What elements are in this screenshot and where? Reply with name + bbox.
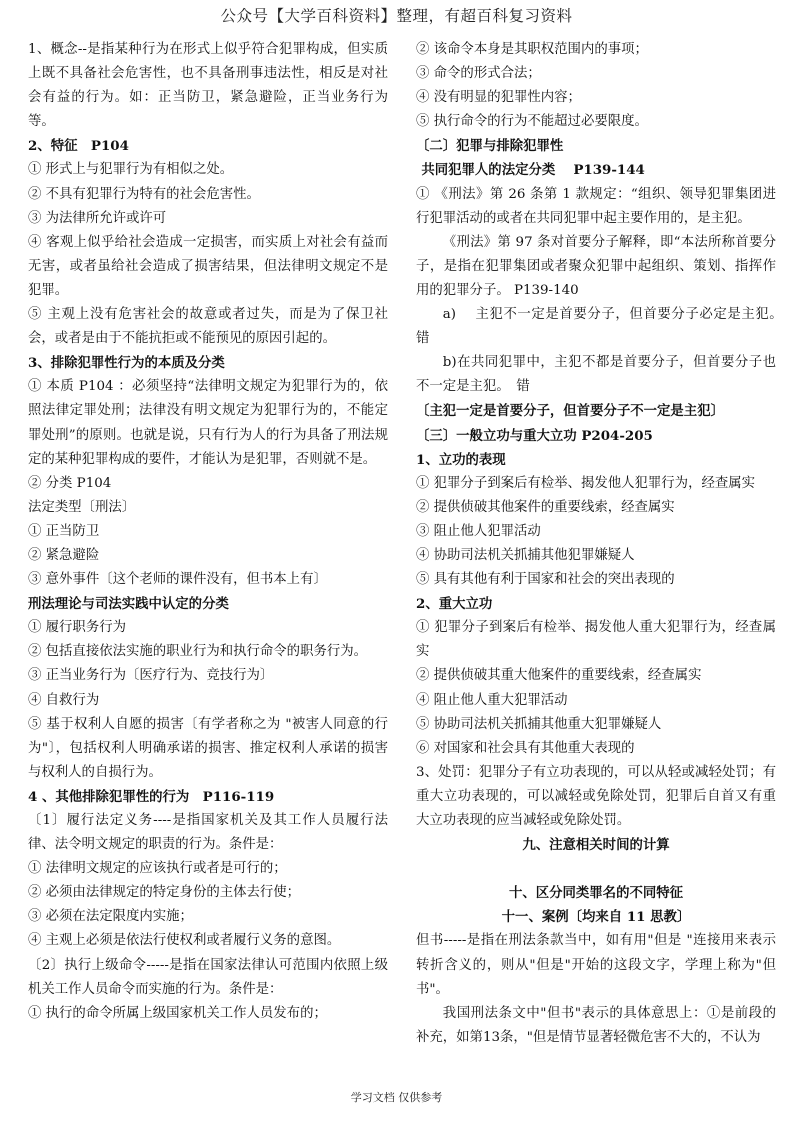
list-item: ② 包括直接依法实施的职业行为和执行命令的职务行为。 [28,644,368,660]
list-item: ① 《刑法》第 26 条第 1 款规定：“组织、领导犯罪集团进行犯罪活动的或者在共同犯罪中起主要作用的，是主犯。 [416,186,776,226]
text-paragraph: 但书-----是指在刑法条款当中，如有用"但是 "连接用来表示转折含义的，则从"但是"开始的这段文字，学理上称为"但书"。 [416,933,776,997]
list-item: ② 提供侦破其他案件的重要线索，经查属实 [416,499,675,515]
section-heading: 2、重大立功 [416,596,493,613]
list-item: ① 本质 P104 ：必须坚持“法律明文规定为犯罪行为的，依照法律定罪处刑；法律没有明文规定为犯罪行为的，不能定罪处刑”的原则。也就是说，只有行为人的行为具备了刑法规定的某种犯罪构成的要件，才能认为是犯罪，否则就不是。 [28,379,388,467]
list-item: ② 不具有犯罪行为特有的社会危害性。 [28,186,260,202]
list-item: ③ 为法律所允许或许可 [28,210,167,226]
list-item: b)在共同犯罪中，主犯不都是首要分子，但首要分子也不一定是主犯。 错 [416,355,776,395]
list-item: ① 法律明文规定的应该执行或者是可行的； [28,861,287,877]
text-paragraph: 3、处罚：犯罪分子有立功表现的，可以从轻或减轻处罚；有重大立功表现的，可以减轻或免除处罚，犯罪后自首又有重大立功表现的应当减轻或免除处罚。 [416,764,776,828]
list-item: ④ 没有明显的犯罪性内容； [416,90,581,106]
page-header: 公众号【大学百科资料】整理，有超百科复习资料 [220,7,573,25]
section-heading: 2、特征 P104 [28,138,129,155]
section-heading: 3、排除犯罪性行为的本质及分类 [28,355,225,372]
list-item: ② 分类 P104 [28,475,112,491]
list-item: ③ 正当业务行为〔医疗行为、竞技行为〕 [28,668,274,684]
list-item: ④ 阻止他人重大犯罪活动 [416,692,568,708]
chapter-heading: 九、注意相关时间的计算 [522,837,670,854]
list-item: ⑤ 协助司法机关抓捕其他重大犯罪嫌疑人 [416,716,662,732]
page-footer: 学习文档 仅供参考 [350,1091,443,1104]
list-item: a) 主犯不一定是首要分子，但首要分子必定是主犯。 错 [416,307,790,347]
list-item: ① 犯罪分子到案后有检举、揭发他人犯罪行为，经查属实 [416,475,756,491]
section-heading: 4 、其他排除犯罪性的行为 P116-119 [28,788,275,805]
list-item: ④ 主观上必须是依法行使权利或者履行义务的意图。 [28,933,341,949]
text-paragraph: 〔1〕履行法定义务----是指国家机关及其工作人员履行法律、法令明文规定的职责的行为。条件是： [28,813,388,853]
list-item: ② 该命令本身是其职权范围内的事项； [416,42,648,57]
list-item: ⑤ 具有其他有利于国家和社会的突出表现的 [416,572,675,588]
text-paragraph: 〔2〕执行上级命令-----是指在国家法律认可范围内依照上级机关工作人员命令而实施的行为。条件是： [28,957,388,997]
list-item: ② 提供侦破其重大他案件的重要线索，经查属实 [416,668,702,684]
text-paragraph: 《刑法》第 97 条对首要分子解释，即“本法所称首要分子，是指在犯罪集团或者聚众犯罪中起组织、策划、指挥作用的犯罪分子。 P139-140 [416,234,776,298]
list-item: ⑤ 执行命令的行为不能超过必要限度。 [416,114,648,130]
list-item: ① 犯罪分子到案后有检举、揭发他人重大犯罪行为，经查属实 [416,620,776,660]
left-column [28,38,388,1026]
list-item: ④ 自救行为 [28,692,100,708]
right-column [416,38,790,1050]
list-item: ② 紧急避险 [28,547,100,563]
chapter-heading: 十、区分同类罪名的不同特征 [508,885,684,902]
list-item: ① 履行职务行为 [28,620,126,636]
section-heading: 共同犯罪人的法定分类 P139-144 [421,162,645,179]
list-item: ② 必须由法律规定的特定身份的主体去行使； [28,885,301,901]
section-heading: 刑法理论与司法实践中认定的分类 [28,596,229,613]
chapter-heading: 十一、案例〔均来自 11 思教〕 [501,909,691,926]
note-line: 〔主犯一定是首要分子，但首要分子不一定是主犯〕 [416,403,724,420]
section-heading: 〔三〕一般立功与重大立功 P204-205 [416,427,653,444]
list-item: ④ 协助司法机关抓捕其他犯罪嫌疑人 [416,547,635,563]
list-item: ③ 阻止他人犯罪活动 [416,523,541,539]
list-item: ⑥ 对国家和社会具有其他重大表现的 [416,740,635,756]
list-item: ③ 必须在法定限度内实施； [28,909,193,925]
section-heading: 〔二〕犯罪与排除犯罪性 [416,138,564,155]
text-paragraph: 我国刑法条文中"但书"表示的具体意思上：①是前段的补充，如第13条，"但是情节显著轻微危害不大的，不认为 [416,1005,776,1045]
list-item: ① 形式上与犯罪行为有相似之处。 [28,162,234,178]
list-item: ① 执行的命令所属上级国家机关工作人员发布的； [28,1005,327,1021]
text-line: 法定类型〔刑法〕 [28,499,136,515]
list-item: ⑤ 主观上没有危害社会的故意或者过失，而是为了保卫社会，或者是由于不能抗拒或不能预见的原因引起的。 [28,307,388,347]
blank-line [416,857,776,881]
list-item: ① 正当防卫 [28,523,100,539]
concept-paragraph: 1、概念--是指某种行为在形式上似乎符合犯罪构成，但实质上既不具备社会危害性，也不具备刑事违法性，相反是对社会有益的行为。如：正当防卫，紧急避险，正当业务行为等。 [28,42,388,130]
list-item: ③ 命令的形式合法； [416,66,541,82]
list-item: ④ 客观上似乎给社会造成一定损害，而实质上对社会有益而无害，或者虽给社会造成了损害结果，但法律明文规定不是犯罪。 [28,234,388,298]
section-heading: 1、立功的表现 [416,451,506,468]
list-item: ⑤ 基于权利人自愿的损害〔有学者称之为 "被害人同意的行为"〕，包括权利人明确承诺的损害、推定权利人承诺的损害与权利人的自损行为。 [28,716,388,780]
list-item: ③ 意外事件〔这个老师的课件没有，但书本上有〕 [28,572,327,588]
